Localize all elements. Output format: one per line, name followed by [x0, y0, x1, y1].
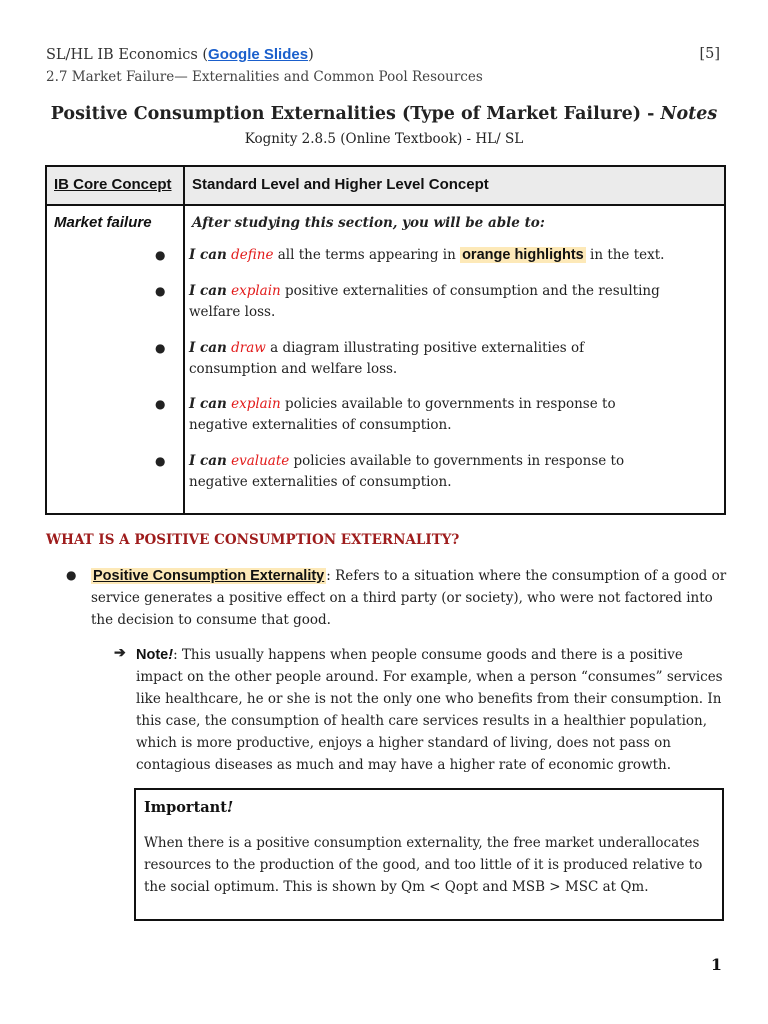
objective-verb: define	[231, 247, 274, 263]
note-exclamation: !	[168, 647, 174, 663]
important-label-text: Important	[144, 799, 227, 816]
objective-rest: policies available to governments in response to negative externalities of consumption.	[189, 396, 616, 433]
title-notes: Notes	[660, 104, 718, 124]
important-exclamation: !	[226, 799, 234, 816]
course-prefix: SL/HL IB Economics (	[46, 47, 209, 63]
objective-verb: explain	[231, 396, 281, 412]
objectives-intro: After studying this section, you will be able to:	[192, 215, 545, 231]
note-label	[136, 647, 173, 663]
definition-paragraph	[91, 565, 731, 631]
important-label	[144, 799, 233, 816]
bullet-icon: ●	[155, 248, 166, 262]
objective-ican: I can	[189, 283, 227, 299]
bullet-icon: ●	[155, 284, 166, 298]
table-header-ib-core-concept: IB Core Concept	[54, 176, 172, 193]
objective-ican: I can	[189, 247, 227, 263]
definition-term: Positive Consumption Externality	[93, 568, 325, 584]
table-column-divider	[183, 167, 185, 513]
objective-text	[189, 451, 669, 493]
page-number: 1	[710, 955, 722, 974]
title-main: Positive Consumption Externalities (Type of Market Failure) -	[50, 104, 661, 124]
note-label-text: Note	[136, 647, 169, 663]
bullet-icon: ●	[66, 568, 77, 582]
points-label: [5]	[699, 46, 720, 62]
objective-rest-end: in the text.	[585, 247, 665, 263]
objective-verb: evaluate	[231, 453, 290, 469]
bullet-icon: ●	[155, 397, 166, 411]
note-paragraph	[136, 644, 726, 776]
objective-rest: a diagram illustrating positive externalities of consumption and welfare loss.	[189, 340, 585, 377]
topic-subheader: 2.7 Market Failure— Externalities and Common Pool Resources	[46, 69, 483, 85]
objective-text	[189, 394, 669, 436]
table-cell-concept: Market failure	[54, 214, 152, 231]
orange-highlight: orange highlights	[462, 247, 584, 263]
bullet-icon: ●	[155, 454, 166, 468]
course-header	[46, 46, 314, 63]
objective-rest: positive externalities of consumption and the resulting welfare loss.	[189, 283, 660, 320]
page-title	[0, 104, 768, 124]
table-header-sl-hl-concept: Standard Level and Higher Level Concept	[192, 176, 489, 193]
objective-text	[189, 245, 669, 266]
important-text: When there is a positive consumption externality, the free market underallocates resources to the production of the good, and too little of it is produced relative to the social optimum. This is shown by Qm < Qopt and MSB > MSC at Qm.	[144, 835, 703, 895]
objective-verb: explain	[231, 283, 281, 299]
important-box	[134, 788, 724, 921]
course-suffix: )	[308, 47, 314, 63]
objective-rest: all the terms appearing in	[273, 247, 461, 263]
definition-text: : Refers to a situation where the consumption of a good or service generates a positive effect on a third party (or society), who were not factored into the decision to consume that good.	[91, 568, 727, 628]
google-slides-link[interactable]: Google Slides	[208, 46, 309, 63]
objective-rest: policies available to governments in response to negative externalities of consumption.	[189, 453, 625, 490]
objective-text	[189, 281, 669, 323]
objective-text	[189, 338, 669, 380]
objective-ican: I can	[189, 340, 227, 356]
objective-ican: I can	[189, 453, 227, 469]
bullet-icon: ●	[155, 341, 166, 355]
objective-ican: I can	[189, 396, 227, 412]
page-subtitle: Kognity 2.8.5 (Online Textbook) - HL/ SL	[244, 131, 524, 147]
note-text: : This usually happens when people consume goods and there is a positive impact on the other people around. For example, when a person “consumes” services like healthcare, he or she is not the only one who benefits from their consumption. In this case, the consumption of health care services results in a healthier population, which is more productive, enjoys a higher standard of living, does not pass on contagious diseases as much and may have a higher rate of economic growth.	[136, 647, 723, 773]
arrow-right-icon: ➔	[114, 645, 126, 661]
section-heading: WHAT IS A POSITIVE CONSUMPTION EXTERNALITY?	[46, 532, 460, 548]
objective-verb: draw	[231, 340, 266, 356]
